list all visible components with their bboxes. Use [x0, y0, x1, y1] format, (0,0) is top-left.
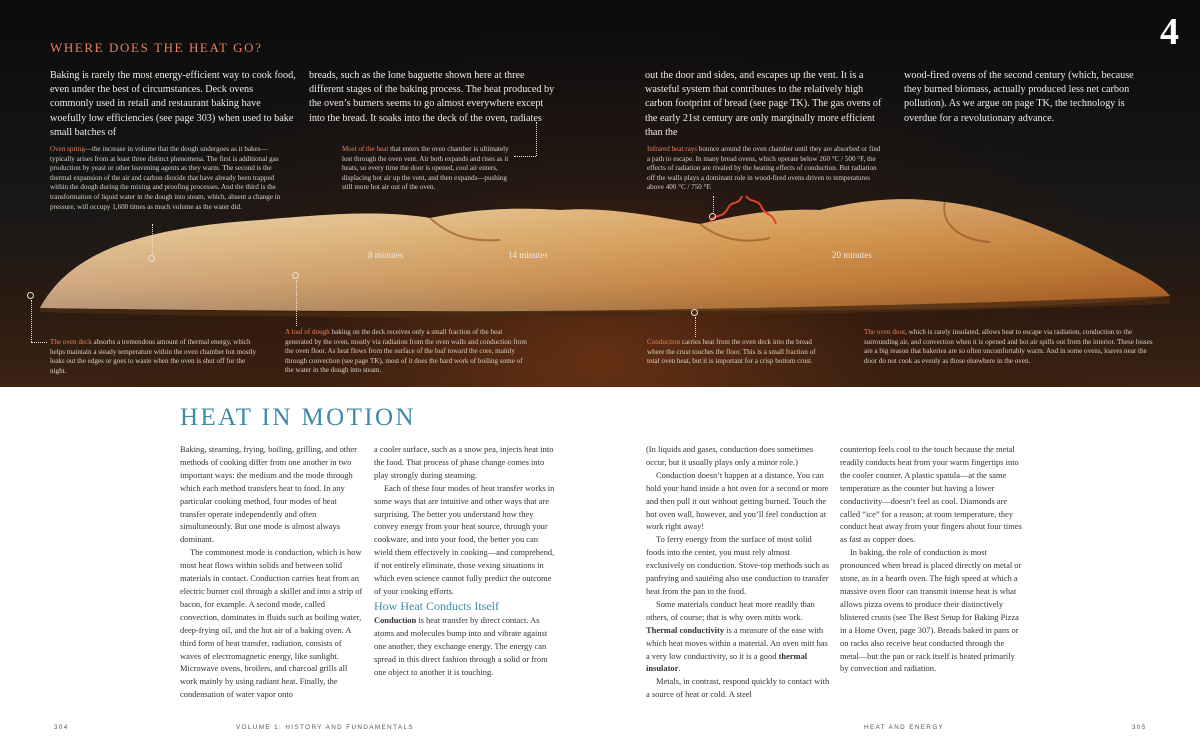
leader-line — [536, 122, 537, 156]
leader-line — [296, 280, 297, 326]
running-title-right: HEAT AND ENERGY — [864, 724, 945, 731]
paragraph: The commonest mode is conduction, which is how most heat flows within solids and between solid materials in contact. Conduction carries heat from an electric burner coil through a skillet and into a strip of bacon, for example. A second mode, called convection, dominates in fluids such as boiling water, deep-frying oil, and the hot air of a baking oven. A third form of heat transfer, radiation, consists of waves of electromagnetic energy, like sunlight. Microwave ovens, broilers, and charcoal grills all work mainly by using radiant heat. Finally, the condensation of water vapor onto — [180, 547, 363, 700]
callout-marker — [27, 292, 34, 299]
caption-oven-spring: Oven spring—the increase in volume that the dough undergoes as it bakes—typically arises from at least three distinct phenomena. The first is additional gas production by yeast or other leavening agents as they warm. The second is the thermal expansion of the air and carbon dioxide that have already been trapped within the dough during the mixing and proofing processes. And the third is the transformation of liquid water in the dough into steam, which, absent a change in pressure, will occupy 1,600 times as much volume as the water did. — [50, 145, 281, 211]
running-title-left: VOLUME 1: HISTORY AND FUNDAMENTALS — [236, 724, 414, 731]
paragraph: Some materials conduct heat more readily than others, of course; that is why oven mitts work. — [646, 598, 815, 622]
article-column-1 — [180, 443, 364, 701]
paragraph: In baking, the role of conduction is most pronounced when bread is placed directly on metal or stone, as in a hearth oven. The high speed at which a massive oven floor can transmit intense heat is what allows pizza ovens to produce their distinctively blistered crusts (see The Best Setup for Baking Pizza in a Home Oven, page 307). Breads baked in pans or on racks also receive heat conducted through the metal—but the pan or rack itself is heated primarily by convection and radiation. — [840, 547, 1022, 674]
paragraph: (In liquids and gases, conduction does sometimes occur, but it usually plays only a minor role.) — [646, 444, 814, 467]
intro-column-1: Baking is rarely the most energy-efficient way to cook food, even under the best of circumstances. Deck ovens commonly used in retail and restaurant baking have woefully low efficiencies (see page 303) when used to bake small batches of — [50, 70, 296, 138]
intro-column-4: wood-fired ovens of the second century (which, because they burned biomass, actually produced less net carbon pollution). As we argue on page TK, the technology is overdue for a revolutionary advance. — [904, 70, 1134, 124]
leader-line — [695, 317, 696, 337]
paragraph: Thermal conductivity is a measure of the ease with which heat moves within a material. An oven mitt has a very low conductivity, so it is a good thermal insulator. — [646, 624, 828, 674]
minute-label-14: 14 minutes — [508, 250, 548, 260]
leader-line — [31, 300, 32, 342]
subheading: How Heat Conducts Itself — [374, 598, 499, 613]
leader-line — [713, 196, 714, 214]
leader-line — [152, 224, 153, 256]
callout-marker — [691, 309, 698, 316]
paragraph: countertop feels cool to the touch because the metal readily conducts heat from your warm fingertips into the cooler counter. A plastic spatula—at the same temperature as the counter but having a lower conductivity—doesn’t feel as cool. Diamonds are called “ice” for a reason; at room temperature, they conduct heat away from your fingers about four times as fast as copper does. — [840, 444, 1022, 545]
paragraph: a cooler surface, such as a snow pea, injects heat into the food. That process of phase change comes into play strongly during steaming. — [374, 444, 554, 480]
article-column-3 — [646, 443, 830, 701]
caption-conduction: Conduction carries heat from the oven deck into the bread where the crust touches the floor. This is a small fraction of total oven heat, but it is important for a crisp bottom crust. — [647, 338, 816, 366]
intro-column-2: breads, such as the lone baguette shown here at three different stages of the baking process. The heat produced by the oven’s burners seems to go almost everywhere except into the bread. It soaks into the deck of the oven, radiates — [309, 70, 555, 124]
page-number-left: 304 — [54, 724, 69, 731]
caption-oven-door: The oven door, which is rarely insulated, allows heat to escape via radiation, conduction to the surrounding air, and convection when it is opened and hot air spills out from the interior. These losses are a big reason that bakeries are so often uncomfortably warm. And in some ovens, loaves near the door do not cook as evenly as those elsewhere in the oven. — [864, 328, 1153, 365]
banner-header: WHERE DOES THE HEAT GO? — [50, 40, 263, 55]
leader-line — [514, 156, 536, 157]
caption-oven-deck: The oven deck absorbs a tremendous amount of thermal energy, which helps maintain a steady temperature within the oven chamber but mostly leaks out the edges or goes to waste when the oven is shut off for the night. — [50, 338, 257, 375]
chapter-number: 4 — [1160, 11, 1179, 53]
paragraph: To ferry energy from the surface of most solid foods into the center, you must rely almost exclusively on conduction. Stove-top methods such as panfrying and sautéing also use conduction to transfer heat from the pan to the food. — [646, 534, 830, 596]
caption-infrared: Infrared heat rays bounce around the oven chamber until they are absorbed or find a path to escape. In many bread ovens, which operate below 260 °C / 500 °F, the effects of radiation are rivaled by the heating effects of conduction. But radiation off the walls plays a dominant role in wood-fired ovens driven to temperatures above 400 °C / 750 °F. — [647, 145, 881, 192]
article-column-2 — [374, 443, 558, 678]
heat-rays-icon — [700, 190, 780, 230]
paragraph: Conduction doesn’t happen at a distance. You can hold your hand inside a hot oven for a second or more and then pull it out without getting burned. Touch the hot oven wall, however, and you’ll feel conduction at work right away! — [646, 469, 829, 532]
callout-marker — [292, 272, 299, 279]
article-section — [0, 387, 1200, 756]
leader-line — [31, 342, 47, 343]
callout-marker — [148, 255, 155, 262]
caption-heat-vent: Most of the heat that enters the oven chamber is ultimately lost through the oven vent. Air both expands and rises as it heats, so every time the door is opened, cool air enters, displacing hot air up the vent, and then expands—pushing still more hot air out of the oven. — [342, 145, 509, 192]
paragraph: Conduction is heat transfer by direct contact. As atoms and molecules bump into and vibrate against one another, they exchange energy. The energy can spread in this direct fashion through a solid or from one object to another it is touching. — [374, 614, 548, 677]
paragraph: Metals, in contrast, respond quickly to contact with a source of heat or cold. A steel — [646, 676, 830, 700]
article-title: HEAT IN MOTION — [180, 404, 416, 431]
intro-column-3: out the door and sides, and escapes up the vent. It is a wasteful system that contributes to the relatively high carbon footprint of bread (see page TK). The gas ovens of the early 21st century are only marginally more efficient than the — [645, 70, 882, 138]
minute-label-8: 8 minutes — [368, 250, 404, 260]
article-column-4 — [840, 443, 1024, 675]
page-number-right: 305 — [1132, 724, 1147, 731]
caption-loaf: A loaf of dough baking on the deck receives only a small fraction of the heat generated by the oven, mostly via radiation from the oven walls and conduction from the oven floor. As heat flows from the surface of the loaf toward the core, mainly through convection (see page TK), most of it does the hard work of boiling some of the water in the dough into steam. — [285, 328, 527, 375]
minute-label-20: 20 minutes — [832, 250, 872, 260]
paragraph: Baking, steaming, frying, boiling, grilling, and other methods of cooking differ from one another in two important ways: the medium and the mode through which each method transfers heat to food. In any particular cooking method, four modes of heat transfer operate independently and often simultaneously. But one mode is almost always dominant. — [180, 444, 357, 545]
callout-marker — [709, 213, 716, 220]
paragraph: Each of these four modes of heat transfer works in some ways that are intuitive and other ways that are surprising. The better you understand how they convey energy from your heat source, through your cookware, and into your food, the better you can wield them effectively in cooking—and comprehend, if not entirely eliminate, those vexing situations in which even science cannot fully predict the outcome of your cooking efforts. — [374, 482, 555, 596]
